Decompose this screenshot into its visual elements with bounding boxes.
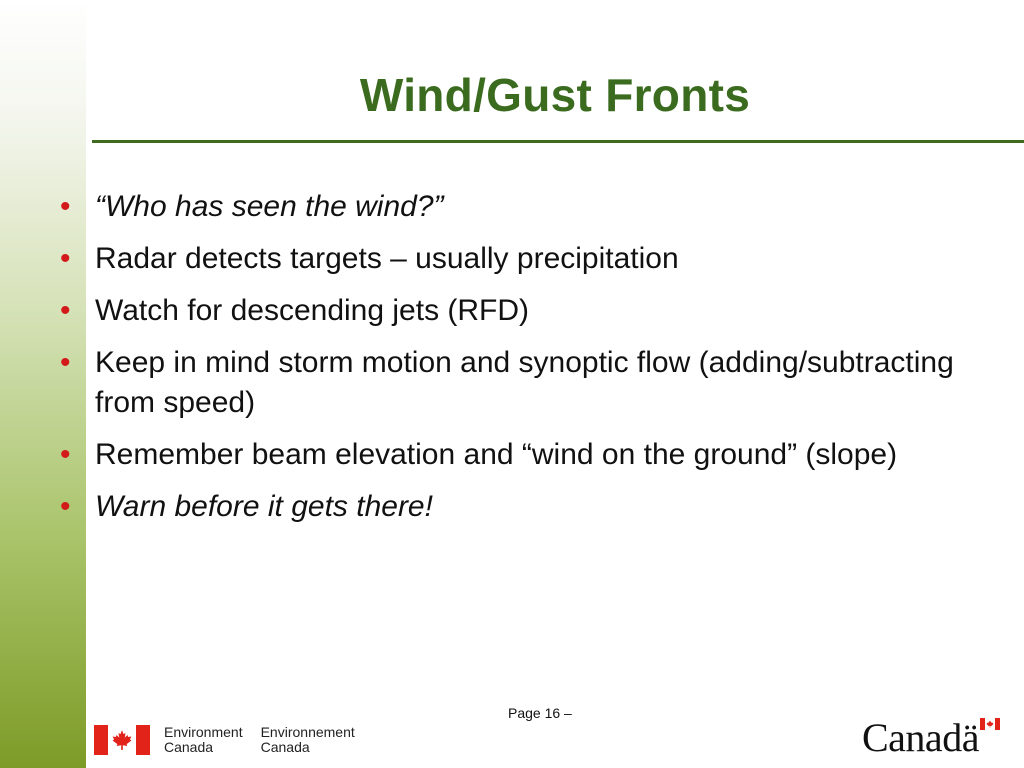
bullet-item xyxy=(60,187,1000,227)
bullet-item xyxy=(60,343,1000,423)
wordmark-flag-icon xyxy=(980,718,1000,730)
bullet-dot-icon: • xyxy=(60,346,71,379)
bullet-item xyxy=(60,435,1000,475)
slide-title: Wind/Gust Fronts xyxy=(359,69,751,121)
bullet-text: Watch for descending jets (RFD) xyxy=(95,294,530,327)
bullet-text: Keep in mind storm motion and synoptic flow (adding/subtracting from speed) xyxy=(95,346,954,419)
title-divider xyxy=(92,140,1024,143)
bullet-text: “Who has seen the wind?” xyxy=(95,190,444,223)
bullet-text: Warn before it gets there! xyxy=(95,490,433,523)
bullet-text: Remember beam elevation and “wind on the ground” (slope) xyxy=(95,438,898,471)
environment-canada-signature xyxy=(94,722,373,758)
bullet-text: Radar detects targets – usually precipitation xyxy=(95,242,679,275)
bullet-list xyxy=(60,187,1000,539)
bullet-dot-icon: • xyxy=(60,490,71,523)
bullet-dot-icon: • xyxy=(60,438,71,471)
dept-name-fr: Environnement Canada xyxy=(260,724,355,755)
bullet-dot-icon: • xyxy=(60,294,71,327)
dept-name-en: Environment Canada xyxy=(164,724,243,755)
bullet-item xyxy=(60,291,1000,331)
bullet-item xyxy=(60,487,1000,527)
bullet-item xyxy=(60,239,1000,279)
canada-flag-icon xyxy=(94,725,150,755)
bullet-dot-icon: • xyxy=(60,242,71,275)
page-number: Page 16 – xyxy=(508,705,572,721)
canada-wordmark: Canadä xyxy=(862,715,979,760)
bullet-dot-icon: • xyxy=(60,190,71,223)
